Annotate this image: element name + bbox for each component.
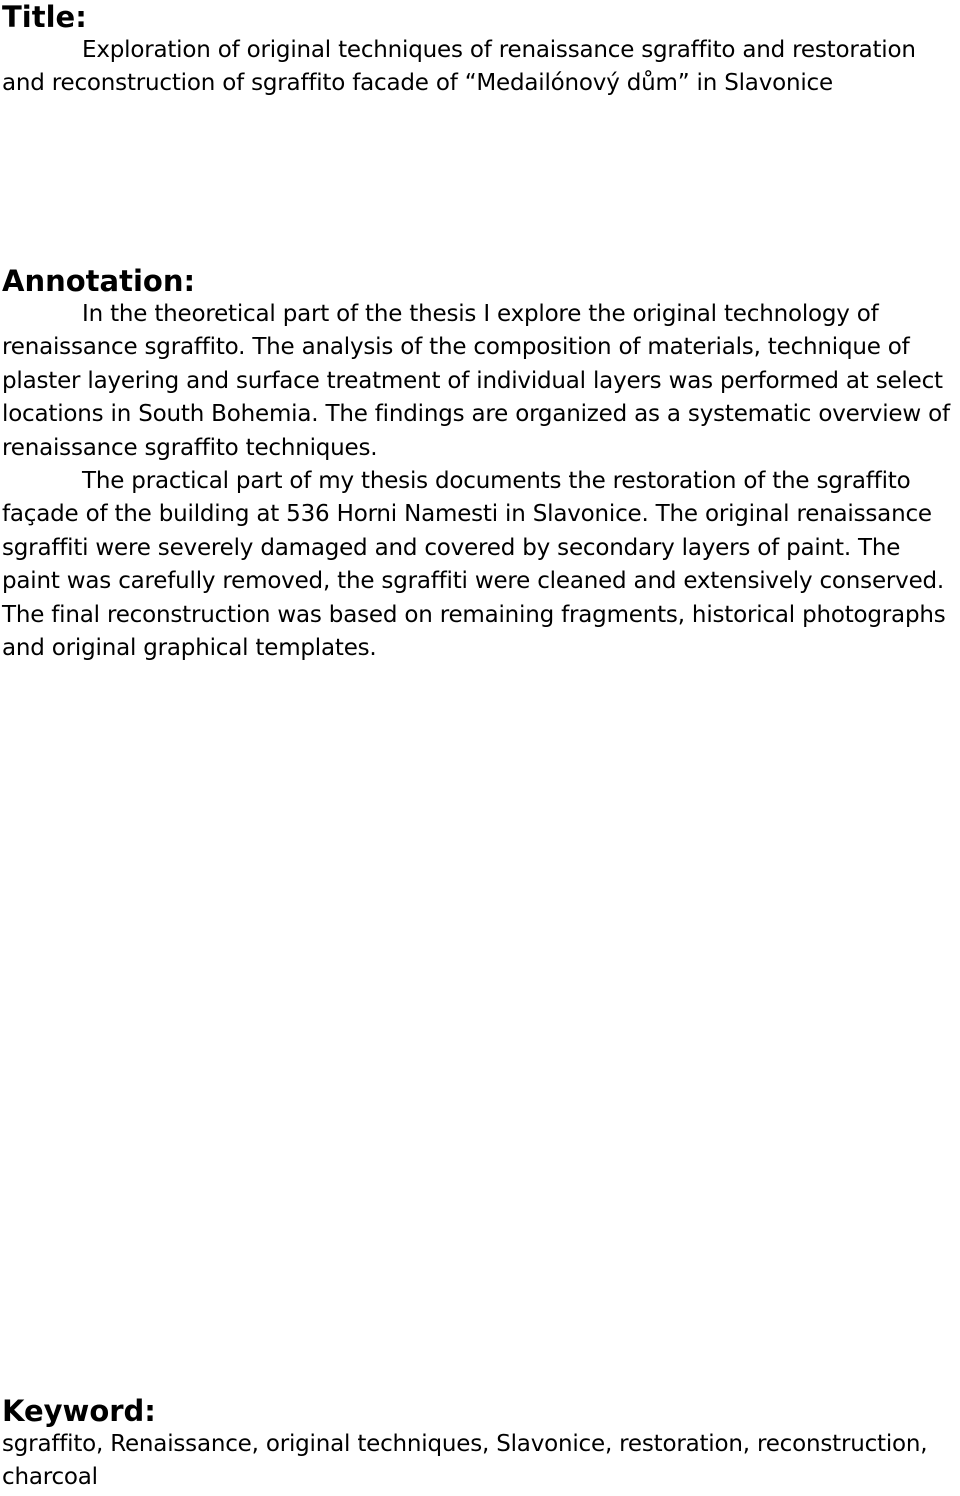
annotation-paragraph-1-content: In the theoretical part of the thesis I explore the original technology of renaissance sgraffito. The analysis of the composition of materials, technique of plaster layering and surface treatment of individual layers was performed at select locations in South Bohemia. The findings are organized as a systematic overview of renaissance sgraffito techniques.: [2, 301, 950, 461]
annotation-paragraph-1: [2, 298, 957, 465]
keyword-text: sgraffito, Renaissance, original techniques, Slavonice, restoration, reconstruction, charcoal: [2, 1431, 928, 1491]
title-text: [2, 34, 957, 101]
annotation-paragraph-2: [2, 465, 957, 665]
title-text-content: Exploration of original techniques of renaissance sgraffito and restoration and reconstruction of sgraffito facade of “Medailónový dům” in Slavonice: [2, 37, 916, 97]
annotation-paragraph-2-content: The practical part of my thesis documents the restoration of the sgraffito façade of the building at 536 Horni Namesti in Slavonice. The original renaissance sgraffiti were severely damaged and covered by secondary layers of paint. The paint was carefully removed, the sgraffiti were cleaned and extensively conserved. The final reconstruction was based on remaining fragments, historical photographs and original graphical templates.: [2, 468, 946, 662]
title-heading: Title:: [2, 0, 87, 34]
annotation-heading: Annotation:: [2, 264, 196, 298]
annotation-text: [2, 298, 957, 665]
keyword-heading: Keyword:: [2, 1394, 156, 1428]
